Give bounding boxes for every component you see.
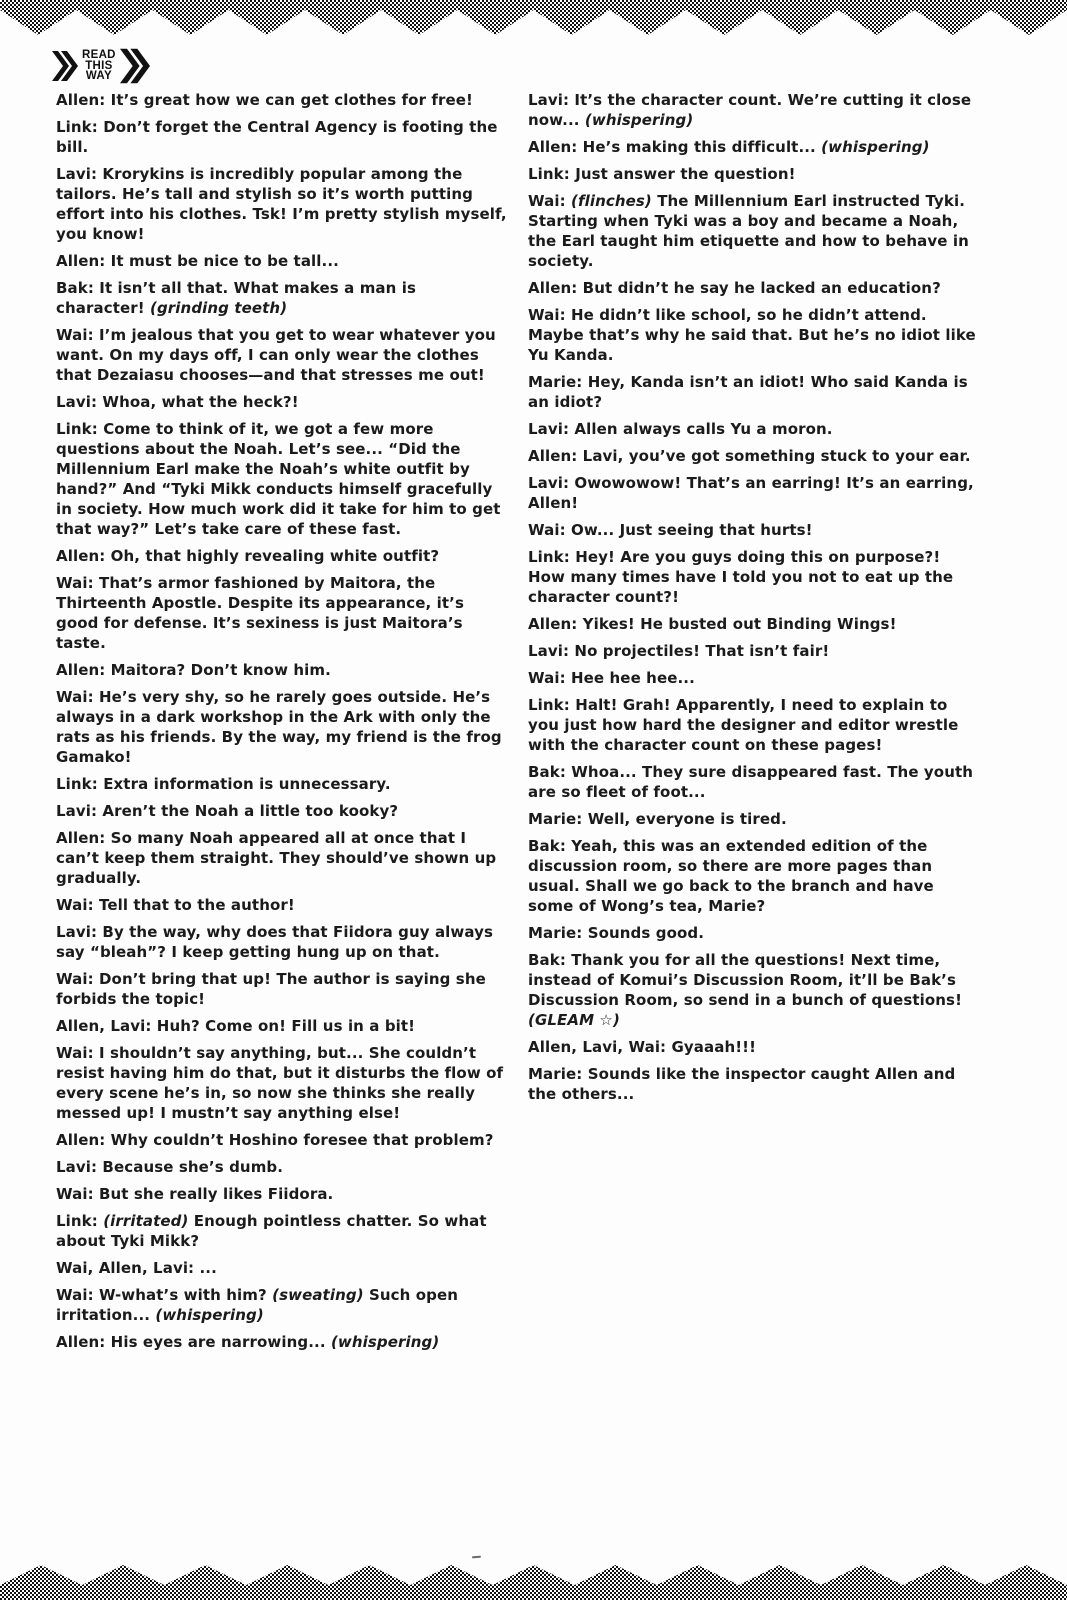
dialogue-entry — [528, 762, 980, 802]
dialogue-entry — [56, 392, 508, 412]
speaker-label: Marie: — [528, 1065, 588, 1083]
dialogue-entry — [56, 1211, 508, 1251]
dialogue-entry — [56, 1043, 508, 1123]
speaker-label: Lavi: — [528, 91, 575, 109]
dialogue-entry — [528, 520, 980, 540]
dialogue-text: I’m jealous that you get to wear whatever you want. On my days off, I can only wear the clothes that Dezaiasu chooses—and that stresses me out! — [56, 326, 496, 384]
speaker-label: Allen: — [56, 252, 111, 270]
speaker-label: Bak: — [56, 279, 100, 297]
speaker-label: Allen: — [528, 447, 583, 465]
dialogue-entry — [56, 895, 508, 915]
dialogue-entry — [56, 828, 508, 888]
speaker-label: Allen: — [56, 1333, 111, 1351]
dialogue-text: Krorykins is incredibly popular among the tailors. He’s tall and stylish so it’s worth putting effort into his clothes. Tsk! I’m pretty stylish myself, you know! — [56, 165, 507, 243]
dialogue-text: Come to think of it, we got a few more questions about the Noah. Let’s see... “Did the Millennium Earl make the Noah’s white outfit by hand?” And “Tyki Mikk conducts himself gracefully in society. How much work did it take for him to get that way?” Let’s take care of these fast. — [56, 420, 501, 538]
dialogue-text: Just answer the question! — [575, 165, 796, 183]
dialogue-text: It’s the character count. We’re cutting it close now... — [528, 91, 972, 129]
dialogue-entry — [56, 660, 508, 680]
dialogue-text: Sounds good. — [587, 924, 705, 942]
speaker-label: Wai: — [56, 896, 99, 914]
stage-direction: (whispering) — [584, 111, 694, 129]
dialogue-text: Enough pointless chatter. So what about Tyki Mikk? — [56, 1212, 487, 1250]
dialogue-text: Hey, Kanda isn’t an idiot! Who said Kanda is an idiot? — [528, 373, 968, 411]
dialogue-text: Allen always calls Yu a moron. — [574, 420, 833, 438]
dialogue-text: Such open irritation... — [56, 1286, 459, 1324]
speaker-label: Allen, Lavi: — [56, 1017, 157, 1035]
dialogue-entry — [528, 372, 980, 412]
dialogue-entry — [56, 90, 508, 110]
stage-direction: (whispering) — [155, 1306, 264, 1324]
dialogue-entry — [528, 305, 980, 365]
speaker-label: Lavi: — [528, 420, 575, 438]
speaker-label: Link: — [528, 548, 576, 566]
dialogue-entry — [56, 774, 508, 794]
speaker-label: Wai: — [56, 970, 99, 988]
stage-direction: (sweating) — [272, 1286, 364, 1304]
speaker-label: Allen: — [56, 547, 111, 565]
dialogue-text: Well, everyone is tired. — [587, 810, 787, 828]
dialogue-text: He didn’t like school, so he didn’t attend. Maybe that’s why he said that. But he’s no idiot like Yu Kanda. — [528, 306, 976, 364]
dialogue-entry — [56, 1157, 508, 1177]
dialogue-text: He’s very shy, so he rarely goes outside. He’s always in a dark workshop in the Ark with only the rats as his friends. By the way, my friend is the frog Gamako! — [56, 688, 502, 766]
speaker-label: Link: — [56, 775, 104, 793]
dialogue-text: Hee hee hee... — [571, 669, 695, 687]
dialogue-text: That’s armor fashioned by Maitora, the Thirteenth Apostle. Despite its appearance, it’s good for defense. It’s sexiness is just Maitora’s taste. — [56, 574, 464, 652]
speaker-label: Wai: — [56, 326, 99, 344]
speaker-label: Wai: — [56, 574, 99, 592]
dialogue-text: Halt! Grah! Apparently, I need to explain to you just how hard the designer and editor wrestle with the character count on these pages! — [528, 696, 959, 754]
speaker-label: Allen: — [56, 91, 111, 109]
dialogue-text: His eyes are narrowing... — [110, 1333, 331, 1351]
speaker-label: Bak: — [528, 951, 572, 969]
read-this-way-line3: WAY — [85, 70, 112, 83]
dialogue-text: The Millennium Earl instructed Tyki. Starting when Tyki was a boy and became a Noah, the Earl taught him etiquette and how to behave in society. — [528, 192, 969, 270]
dialogue-text: Oh, that highly revealing white outfit? — [110, 547, 440, 565]
read-direction-chevron-left-icon — [52, 51, 78, 81]
speaker-label: Marie: — [528, 924, 588, 942]
speaker-label: Allen: — [56, 1131, 111, 1149]
speaker-label: Lavi: — [528, 642, 575, 660]
dialogue-text: Sounds like the inspector caught Allen and the others... — [528, 1065, 956, 1103]
speaker-label: Link: — [56, 420, 104, 438]
dialogue-text: No projectiles! That isn’t fair! — [574, 642, 830, 660]
dialogue-text: Thank you for all the questions! Next time, instead of Komui’s Discussion Room, it’ll be Bak’s Discussion Room, so send in a bunch of questions! — [528, 951, 963, 1009]
dialogue-entry — [56, 1016, 508, 1036]
speaker-label: Allen: — [528, 279, 583, 297]
speaker-label: Bak: — [528, 763, 572, 781]
dialogue-entry — [56, 573, 508, 653]
dialogue-entry — [528, 278, 980, 298]
dialogue-entry — [528, 1037, 980, 1057]
dialogue-text: Hey! Are you guys doing this on purpose?! How many times have I told you not to eat up the character count?! — [528, 548, 954, 606]
speaker-label: Wai: — [56, 1286, 99, 1304]
dialogue-text: W-what’s with him? — [99, 1286, 273, 1304]
dialogue-text: Don’t forget the Central Agency is footing the bill. — [56, 118, 498, 156]
dialogue-text: Yikes! He busted out Binding Wings! — [582, 615, 897, 633]
dialogue-text: Because she’s dumb. — [102, 1158, 284, 1176]
dialogue-entry — [528, 419, 980, 439]
dialogue-entry — [56, 687, 508, 767]
dialogue-entry — [528, 446, 980, 466]
stray-mark — [472, 1556, 481, 1559]
dialogue-entry — [56, 278, 508, 318]
speaker-label: Link: — [528, 696, 576, 714]
dialogue-text: By the way, why does that Fiidora guy always say “bleah”? I keep getting hung up on that. — [56, 923, 494, 961]
dialogue-entry — [56, 325, 508, 385]
zigzag-border-top — [0, 0, 1067, 36]
speaker-label: Bak: — [528, 837, 572, 855]
dialogue-entry — [56, 1130, 508, 1150]
dialogue-entry — [528, 614, 980, 634]
dialogue-entry — [528, 90, 980, 130]
speaker-label: Wai: — [528, 669, 571, 687]
read-this-way-marker — [52, 48, 150, 84]
speaker-label: Allen: — [528, 138, 583, 156]
speaker-label: Allen, Lavi, Wai: — [528, 1038, 672, 1056]
dialogue-entry — [56, 1285, 508, 1325]
dialogue-text: But she really likes Fiidora. — [99, 1185, 334, 1203]
dialogue-entry — [528, 641, 980, 661]
dialogue-text: Extra information is unnecessary. — [103, 775, 391, 793]
stage-direction: (whispering) — [330, 1333, 440, 1351]
speaker-label: Link: — [56, 118, 104, 136]
dialogue-column-right — [528, 90, 980, 1111]
speaker-label: Wai: — [56, 1044, 99, 1062]
dialogue-entry — [56, 922, 508, 962]
dialogue-text: Aren’t the Noah a little too kooky? — [102, 802, 399, 820]
dialogue-entry — [528, 836, 980, 916]
speaker-label: Allen: — [528, 615, 583, 633]
dialogue-entry — [56, 1258, 508, 1278]
dialogue-entry — [56, 546, 508, 566]
stage-direction: (irritated) — [103, 1212, 189, 1230]
dialogue-text: Huh? Come on! Fill us in a bit! — [156, 1017, 416, 1035]
dialogue-entry — [528, 1064, 980, 1104]
dialogue-entry — [56, 801, 508, 821]
dialogue-text: Whoa, what the heck?! — [102, 393, 299, 411]
dialogue-text: Tell that to the author! — [99, 896, 295, 914]
dialogue-entry — [56, 251, 508, 271]
dialogue-text: It isn’t all that. What makes a man is character! — [56, 279, 417, 317]
speaker-label: Allen: — [56, 661, 111, 679]
read-this-way-line1: READ — [82, 49, 116, 62]
stage-direction: (grinding teeth) — [150, 299, 288, 317]
dialogue-entry — [56, 1332, 508, 1352]
dialogue-text: It’s great how we can get clothes for free! — [110, 91, 474, 109]
speaker-label: Marie: — [528, 373, 588, 391]
speaker-label: Lavi: — [56, 923, 103, 941]
speaker-label: Wai: — [56, 688, 99, 706]
dialogue-text: ... — [199, 1259, 217, 1277]
dialogue-text: Why couldn’t Hoshino foresee that problem? — [110, 1131, 494, 1149]
dialogue-text: Gyaaah!!! — [671, 1038, 757, 1056]
read-direction-chevron-right-icon — [120, 48, 150, 84]
dialogue-entry — [528, 668, 980, 688]
dialogue-text: Maitora? Don’t know him. — [110, 661, 331, 679]
dialogue-text: I shouldn’t say anything, but... She couldn’t resist having him do that, but it disturbs the flow of every scene he’s in, so now she thinks she really messed up! I mustn’t say anything else! — [56, 1044, 504, 1122]
stage-direction: (flinches) — [571, 192, 652, 210]
dialogue-column-left — [56, 90, 508, 1359]
speaker-label: Lavi: — [56, 802, 103, 820]
speaker-label: Lavi: — [56, 165, 103, 183]
speaker-label: Wai: — [528, 192, 571, 210]
dialogue-entry — [528, 137, 980, 157]
speaker-label: Link: — [56, 1212, 104, 1230]
speaker-label: Wai, Allen, Lavi: — [56, 1259, 200, 1277]
dialogue-entry — [56, 969, 508, 1009]
speaker-label: Link: — [528, 165, 576, 183]
dialogue-entry — [56, 117, 508, 157]
dialogue-entry — [528, 191, 980, 271]
speaker-label: Lavi: — [56, 1158, 103, 1176]
speaker-label: Marie: — [528, 810, 588, 828]
dialogue-text: So many Noah appeared all at once that I can’t keep them straight. They should’ve shown up gradually. — [56, 829, 497, 887]
dialogue-entry — [56, 1184, 508, 1204]
dialogue-entry — [528, 473, 980, 513]
speaker-label: Allen: — [56, 829, 111, 847]
speaker-label: Lavi: — [56, 393, 103, 411]
dialogue-entry — [56, 419, 508, 539]
speaker-label: Wai: — [56, 1185, 99, 1203]
dialogue-text: Lavi, you’ve got something stuck to your ear. — [582, 447, 971, 465]
dialogue-text: It must be nice to be tall... — [110, 252, 339, 270]
speaker-label: Lavi: — [528, 474, 575, 492]
read-this-way-text — [82, 50, 116, 82]
dialogue-entry — [528, 695, 980, 755]
speaker-label: Wai: — [528, 306, 571, 324]
dialogue-entry — [528, 547, 980, 607]
dialogue-text: Ow... Just seeing that hurts! — [571, 521, 813, 539]
stage-direction: (GLEAM ☆) — [528, 1011, 620, 1029]
dialogue-text: But didn’t he say he lacked an education? — [582, 279, 941, 297]
speaker-label: Wai: — [528, 521, 571, 539]
dialogue-text: Yeah, this was an extended edition of the discussion room, so there are more pages than usual. Shall we go back to the branch and have some of Wong’s tea, Marie? — [528, 837, 934, 915]
read-this-way-line2: THIS — [85, 59, 113, 72]
dialogue-text: He’s making this difficult... — [582, 138, 822, 156]
dialogue-text: Whoa... They sure disappeared fast. The youth are so fleet of foot... — [528, 763, 974, 801]
zigzag-border-bottom — [0, 1560, 1067, 1600]
dialogue-text: Owowowow! That’s an earring! It’s an earring, Allen! — [528, 474, 974, 512]
stage-direction: (whispering) — [821, 138, 930, 156]
dialogue-entry — [528, 923, 980, 943]
dialogue-entry — [528, 950, 980, 1030]
dialogue-entry — [56, 164, 508, 244]
dialogue-entry — [528, 809, 980, 829]
dialogue-text: Don’t bring that up! The author is saying she forbids the topic! — [56, 970, 486, 1008]
dialogue-entry — [528, 164, 980, 184]
